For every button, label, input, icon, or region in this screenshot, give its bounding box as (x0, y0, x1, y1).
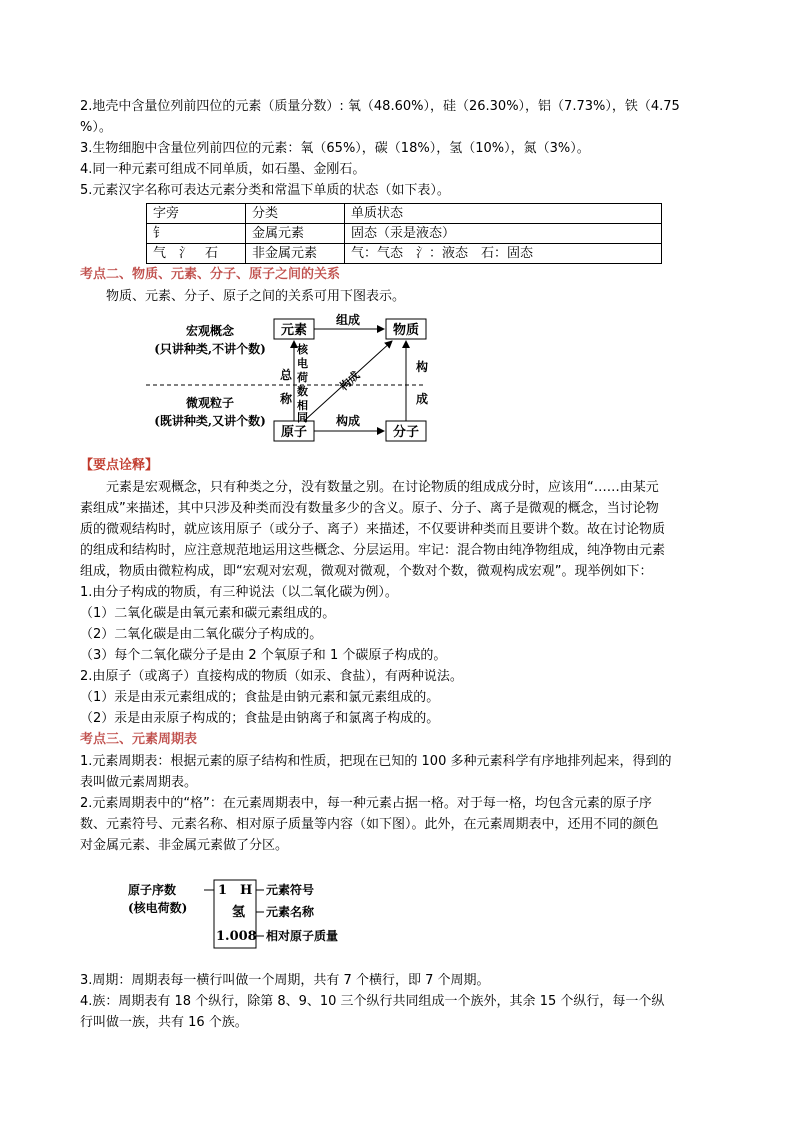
keypoints-para-line: 组成，物质由微粒构成，即“宏观对宏观，微观对微观，个数对个数，微观构成宏观”。现举例如下： (80, 564, 653, 579)
table-row (147, 244, 662, 264)
radical-table (146, 203, 662, 264)
cell-atomic-number: 1 (218, 883, 228, 898)
list-item: （2）汞是由汞原子构成的；食盐是由钠离子和氯离子构成的。 (80, 711, 440, 726)
atom-substance-label: 构成 (337, 368, 363, 394)
section-title-relations: 考点二、物质、元素、分子、原子之间的关系 (80, 267, 341, 282)
table-cell: 气 氵 石 (147, 244, 246, 264)
periodic-para-line: 数、元素符号、元素名称、相对原子质量等内容（如下图）。此外，在元素周期表中，还用不同的颜色 (80, 817, 659, 832)
keypoints-title: 【要点诠释】 (80, 458, 159, 473)
molecule-substance-label-1: 构 (416, 360, 429, 374)
keypoints-para-line: 质的微观结构时，就应该用原子（或分子、离子）来描述，不仅要讲种类而且要讲个数。故在讨论物质 (80, 522, 666, 537)
list-item: 2.由原子（或离子）直接构成的物质（如汞、食盐），有两种说法。 (80, 669, 463, 684)
molecule-substance-label-2: 成 (416, 392, 429, 406)
list-item: 1.由分子构成的物质，有三种说法（以二氧化碳为例）。 (80, 585, 398, 600)
period-line: 3.周期：周期表每一横行叫做一个周期，共有 7 个横行，即 7 个周期。 (80, 973, 490, 988)
relations-intro: 物质、元素、分子、原子之间的关系可用下图表示。 (106, 289, 406, 304)
general-term-label-1: 总 (280, 368, 293, 382)
table-header: 分类 (246, 204, 345, 224)
table-cell: 钅 (147, 224, 246, 244)
element-cell-diagram (80, 872, 716, 956)
crust-elements-line: 2.地壳中含量位列前四位的元素（质量分数）: 氧（48.60%），硅（26.30%），铝（7.73%），铁（4.75 (80, 99, 680, 114)
periodic-para-line: 表叫做元素周期表。 (80, 775, 198, 790)
table-cell: 固态（汞是液态） (345, 224, 662, 244)
relations-diagram (80, 313, 716, 451)
table-cell: 气：气态 氵：液态 石：固态 (345, 244, 662, 264)
cell-element-name: 氢 (232, 905, 246, 920)
cell-atomic-mass: 1.008 (216, 929, 257, 944)
macro-label: 宏观概念 (185, 324, 235, 338)
list-item: （2）二氧化碳是由二氧化碳分子构成的。 (80, 627, 323, 642)
section-title-periodic-table: 考点三、元素周期表 (80, 732, 198, 747)
element-cell-svg (80, 872, 716, 956)
cell-symbol: H (240, 883, 253, 898)
keypoints-para-line: 素组成”来描述，其中只涉及种类而没有数量多少的含义。原子、分子、离子是微观的概念，当讨论物 (80, 501, 659, 516)
relations-diagram-svg (80, 313, 716, 451)
cell-elements-line: 3.生物细胞中含量位列前四位的元素：氧（65%），碳（18%），氢（10%），氮（3%）。 (80, 141, 590, 156)
document-page (80, 96, 716, 1033)
keypoints-para-line: 元素是宏观概念，只有种类之分，没有数量之别。在讨论物质的组成成分时，应该用“……由某元 (106, 480, 659, 495)
crust-elements-line-cont: %）。 (80, 120, 112, 135)
svg-text:同: 同 (297, 411, 308, 424)
svg-text:电: 电 (297, 357, 308, 370)
general-term-label-2: 称 (280, 392, 293, 406)
symbol-label: 元素符号 (266, 883, 315, 897)
svg-text:数: 数 (297, 385, 308, 398)
compose-label: 组成 (335, 313, 361, 327)
name-label: 元素名称 (266, 905, 315, 919)
atom-box-label: 原子 (280, 425, 308, 440)
periodic-para-line: 对金属元素、非金属元素做了分区。 (80, 838, 289, 853)
list-item: （1）二氧化碳是由氧元素和碳元素组成的。 (80, 606, 336, 621)
nuclear-charge-label: (核电荷数) (128, 901, 188, 915)
group-line-cont: 行叫做一族，共有 16 个族。 (80, 1015, 248, 1030)
mass-label: 相对原子质量 (266, 929, 339, 943)
macro-note: (只讲种类,不讲个数) (154, 342, 266, 356)
list-item: （3）每个二氧化碳分子是由 2 个氧原子和 1 个碳原子构成的。 (80, 648, 447, 663)
same-nuclear-charge-label (296, 342, 309, 424)
radical-intro-line: 5.元素汉字名称可表达元素分类和常温下单质的状态（如下表）。 (80, 183, 450, 198)
list-item: （1）汞是由汞元素组成的；食盐是由钠元素和氯元素组成的。 (80, 690, 440, 705)
element-box-label: 元素 (280, 323, 308, 338)
table-cell: 非金属元素 (246, 244, 345, 264)
molecule-box-label: 分子 (392, 425, 420, 440)
table-header: 字旁 (147, 204, 246, 224)
table-cell: 金属元素 (246, 224, 345, 244)
table-row (147, 224, 662, 244)
periodic-para-line: 2.元素周期表中的“格”：在元素周期表中，每一种元素占据一格。对于每一格，均包含元素的原子序 (80, 796, 652, 811)
svg-text:核: 核 (297, 343, 308, 356)
table-header-row (147, 204, 662, 224)
group-line: 4.族：周期表有 18 个纵行，除第 8、9、10 三个纵行共同组成一个族外，其余 15 个纵行，每一个纵 (80, 994, 665, 1009)
atomic-number-label: 原子序数 (128, 883, 177, 897)
allotrope-line: 4.同一种元素可组成不同单质，如石墨、金刚石。 (80, 162, 366, 177)
micro-note: (既讲种类,又讲个数) (154, 414, 266, 428)
atom-molecule-label: 构成 (335, 414, 361, 428)
table-header: 单质状态 (345, 204, 662, 224)
periodic-para-line: 1.元素周期表：根据元素的原子结构和性质，把现在已知的 100 多种元素科学有序地排列起来，得到的 (80, 754, 672, 769)
svg-text:相: 相 (297, 399, 308, 412)
micro-label: 微观粒子 (185, 396, 235, 410)
substance-box-label: 物质 (392, 323, 420, 338)
svg-text:荷: 荷 (297, 371, 308, 384)
keypoints-para-line: 的组成和结构时，应注意规范地运用这些概念、分层运用。牢记：混合物由纯净物组成，纯净物由元素 (80, 543, 666, 558)
